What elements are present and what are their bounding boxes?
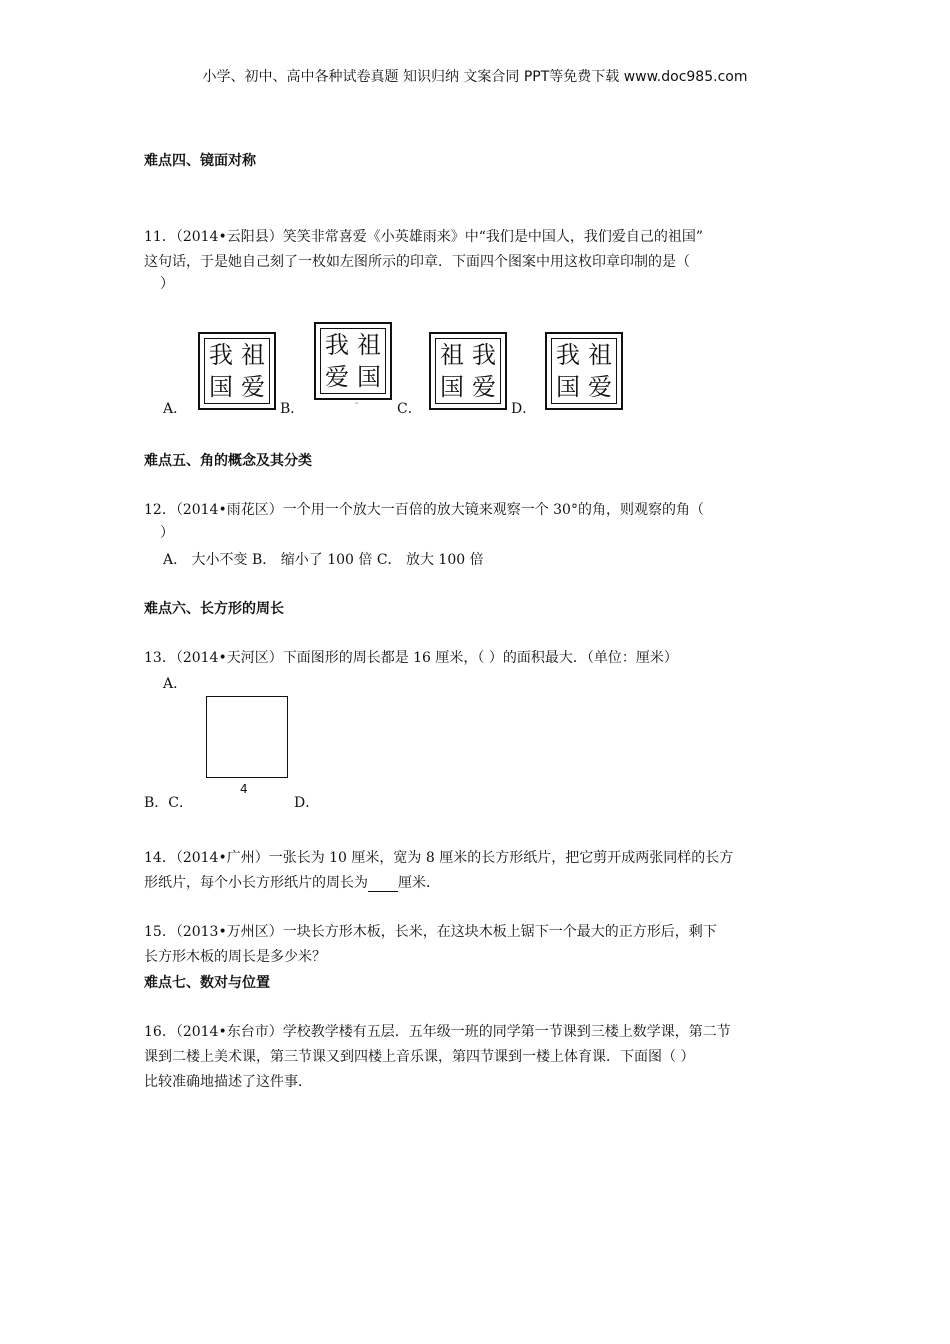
q14-line2-pre: 形纸片，每个小长方形纸片的周长为 bbox=[144, 875, 368, 891]
stamp-option-a[interactable] bbox=[198, 332, 276, 410]
stamp-c-char-1: 祖 bbox=[440, 341, 464, 369]
q11-option-b-mark: - bbox=[355, 398, 359, 409]
page-header: 小学、初中、高中各种试卷真题 知识归纳 文案合同 PPT等免费下载 www.doc985.com bbox=[202, 69, 748, 85]
q16-line2: 课到二楼上美术课，第三节课又到四楼上音乐课，第四节课到一楼上体育课．下面图（ ） bbox=[144, 1049, 695, 1065]
q14-answer-blank[interactable] bbox=[368, 877, 398, 892]
stamp-option-d[interactable] bbox=[545, 332, 623, 410]
q13-option-bc-labels: B．C． bbox=[144, 795, 193, 811]
section-title-coordinates: 难点七、数对与位置 bbox=[144, 975, 270, 991]
q13-square-side-label: 4 bbox=[240, 782, 248, 796]
q14-line2 bbox=[144, 872, 440, 892]
stamp-a-char-2: 祖 bbox=[241, 341, 265, 369]
q11-line1: 11．（2014•云阳县）笑笑非常喜爱《小英雄雨来》中“我们是中国人，我们爱自己的祖国” bbox=[144, 229, 704, 245]
stamp-option-c[interactable] bbox=[429, 332, 507, 410]
stamp-c-char-2: 我 bbox=[472, 341, 496, 369]
section-title-rectangle-perimeter: 难点六、长方形的周长 bbox=[144, 601, 284, 617]
stamp-c-char-4: 爱 bbox=[472, 373, 496, 401]
q12-options: A． 大小不变 B． 缩小了 100 倍 C． 放大 100 倍 bbox=[163, 552, 484, 568]
q11-line3: ） bbox=[160, 276, 174, 292]
stamp-b-char-2: 祖 bbox=[357, 331, 381, 359]
q11-line2: 这句话，于是她自己刻了一枚如左图所示的印章．下面四个图案中用这枚印章印制的是（ bbox=[144, 254, 690, 270]
q16-line3: 比较准确地描述了这件事． bbox=[144, 1074, 312, 1090]
stamp-option-b[interactable] bbox=[314, 322, 392, 400]
stamp-b-char-1: 我 bbox=[325, 331, 349, 359]
q12-line1: 12．（2014•雨花区）一个用一个放大一百倍的放大镜来观察一个 30°的角，则观察的角（ bbox=[144, 502, 704, 518]
stamp-a-char-1: 我 bbox=[209, 341, 233, 369]
q13-line1: 13．（2014•天河区）下面图形的周长都是 16 厘米，（ ）的面积最大．（单位：厘米） bbox=[144, 650, 678, 666]
q11-option-c-label: C． bbox=[397, 401, 422, 417]
q16-line1: 16．（2014•东台市）学校教学楼有五层．五年级一班的同学第一节课到三楼上数学课，第二节 bbox=[144, 1024, 731, 1040]
q12-line2: ） bbox=[160, 525, 174, 541]
stamp-b-char-3: 爱 bbox=[325, 363, 349, 391]
q11-option-a-label: A． bbox=[163, 401, 188, 417]
stamp-a-char-4: 爱 bbox=[241, 373, 265, 401]
stamp-d-char-3: 国 bbox=[556, 373, 580, 401]
stamp-c-char-3: 国 bbox=[440, 373, 464, 401]
stamp-d-char-1: 我 bbox=[556, 341, 580, 369]
q13-option-d-label: D． bbox=[294, 795, 320, 811]
stamp-a-char-3: 国 bbox=[209, 373, 233, 401]
q11-option-d-label: D． bbox=[511, 401, 537, 417]
q13-option-a-label: A． bbox=[163, 676, 188, 692]
section-title-angles: 难点五、角的概念及其分类 bbox=[144, 453, 312, 469]
stamp-b-char-4: 国 bbox=[357, 363, 381, 391]
q15-line1: 15．（2013•万州区）一块长方形木板，长米，在这块木板上锯下一个最大的正方形后，剩下 bbox=[144, 924, 717, 940]
q14-line1: 14．（2014•广州）一张长为 10 厘米，宽为 8 厘米的长方形纸片，把它剪开成两张同样的长方 bbox=[144, 850, 734, 866]
q13-square-figure bbox=[206, 696, 288, 778]
q15-line2: 长方形木板的周长是多少米？ bbox=[144, 949, 326, 965]
section-title-mirror-symmetry: 难点四、镜面对称 bbox=[144, 153, 256, 169]
q14-line2-post: 厘米． bbox=[398, 875, 440, 891]
q11-option-b-label: B． bbox=[280, 401, 305, 417]
stamp-d-char-4: 爱 bbox=[588, 373, 612, 401]
stamp-d-char-2: 祖 bbox=[588, 341, 612, 369]
